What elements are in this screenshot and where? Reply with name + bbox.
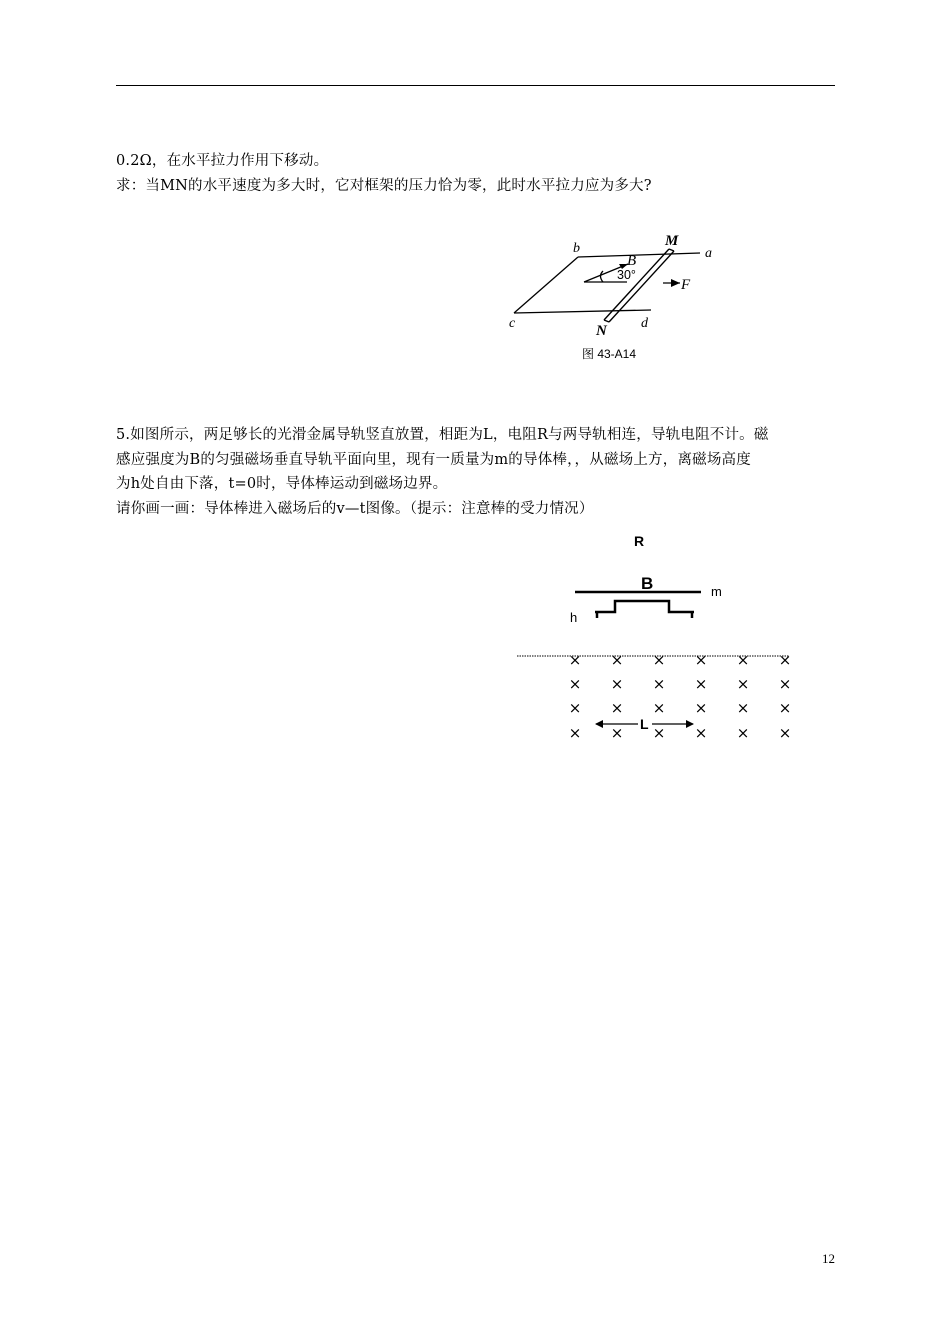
field-cross: × [736, 724, 750, 742]
field-cross: × [778, 699, 792, 717]
field-cross: × [652, 651, 666, 669]
field-cross: × [568, 724, 582, 742]
label-b: b [573, 241, 580, 256]
field-cross: × [778, 651, 792, 669]
label-angle: 30° [617, 268, 636, 282]
label-N: N [596, 323, 607, 339]
field-cross: × [736, 651, 750, 669]
field-cross: × [694, 724, 708, 742]
problem5-line-4: 请你画一画：导体棒进入磁场后的v—t图像。（提示：注意棒的受力情况） [116, 501, 594, 517]
magnetic-field-grid [569, 651, 792, 742]
field-cross: × [736, 699, 750, 717]
field-cross: × [568, 675, 582, 693]
field-cross: × [610, 724, 624, 742]
label-L: L [640, 716, 649, 732]
field-cross: × [652, 699, 666, 717]
label-B: B [627, 253, 637, 269]
field-cross: × [778, 724, 792, 742]
L-arrowhead-right [686, 720, 694, 728]
page-number: 12 [822, 1251, 835, 1266]
label-R: R [634, 533, 645, 549]
field-cross: × [652, 724, 666, 742]
figure1-caption: 图 43-A14 [582, 347, 637, 361]
label-F: F [681, 277, 691, 293]
rail-bracket [595, 601, 694, 612]
L-arrowhead-left [595, 720, 603, 728]
field-cross: × [610, 675, 624, 693]
field-cross: × [652, 675, 666, 693]
label-B-field: B [641, 574, 654, 593]
label-m: m [711, 584, 722, 599]
field-cross: × [778, 675, 792, 693]
field-cross: × [694, 675, 708, 693]
problem5-line-1: 5.如图所示，两足够长的光滑金属导轨竖直放置，相距为L，电阻R与两导轨相连，导轨电阻不计。磁 [116, 427, 769, 443]
label-c: c [509, 316, 516, 331]
problem5-line-3: 为h处自由下落，t=0时，导体棒运动到磁场边界。 [116, 476, 448, 492]
field-cross: × [694, 699, 708, 717]
problem4-line-1: 0.2Ω，在水平拉力作用下移动。 [116, 153, 329, 169]
field-cross: × [610, 699, 624, 717]
label-a: a [705, 246, 712, 261]
label-M: M [665, 233, 679, 249]
field-cross: × [694, 651, 708, 669]
label-d: d [641, 316, 648, 331]
field-cross: × [568, 651, 582, 669]
field-cross: × [568, 699, 582, 717]
field-cross: × [736, 675, 750, 693]
problem5-line-2: 感应强度为B的匀强磁场垂直导轨平面向里，现有一质量为m的导体棒，，从磁场上方，离磁场高度 [116, 452, 751, 468]
problem4-line-2: 求：当MN的水平速度为多大时，它对框架的压力恰为零，此时水平拉力应为多大? [116, 178, 652, 194]
field-cross: × [610, 651, 624, 669]
label-h: h [570, 610, 578, 625]
